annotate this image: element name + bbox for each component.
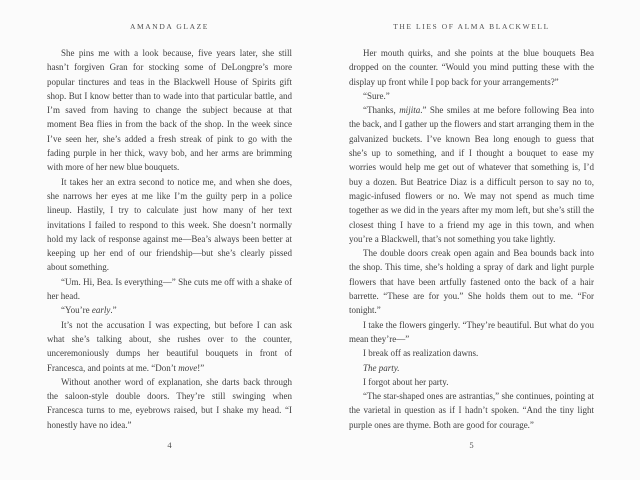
text-run: “Um. Hi, Bea. Is everything—” She cuts me off with a shake of her head.: [47, 276, 292, 302]
text-run: Her mouth quirks, and she points at the blue bouquets Bea dropped on the counter. “Would you mind putting these with the display up front while I pop back for your arrangements?”: [349, 48, 594, 87]
page-right-body-text: [349, 46, 594, 432]
italic-text-run: The party.: [363, 362, 400, 373]
text-run: .” She smiles at me before following Bea into the back, and I gather up the flowers and start arranging them in the galvanized buckets. I’ve known Bea long enough to guess that she’s up to something, and if I thought a bouquet to ease my worries would help me get out of whatever that something is, I’d buy a dozen. But Beatrice Diaz is a difficult person to say no to, magic-infused flowers or no. We may not spend as much time together as we did in the years after my mom left, but she’s still the closest thing I have to a friend my age in this town, and when you’re a Blackwell, that’s not something you take lightly.: [349, 105, 594, 244]
page-number-right: 5: [469, 440, 474, 450]
text-run: “The star-shaped ones are astrantias,” she continues, pointing at the varietal in question as if I hadn’t spoken. “And the tiny light purple ones are thyme. Both are good for courage.”: [349, 391, 594, 430]
paragraph: [349, 361, 594, 375]
paragraph: [47, 46, 292, 175]
paragraph: [349, 103, 594, 246]
paragraph: [349, 246, 594, 317]
paragraph: [349, 318, 594, 347]
page-left-body-text: [47, 46, 292, 432]
paragraph: [349, 375, 594, 389]
running-header-title: THE LIES OF ALMA BLACKWELL: [393, 22, 550, 31]
italic-text-run: mijita: [399, 105, 421, 116]
paragraph: [349, 89, 594, 103]
text-run: It takes her an extra second to notice me, and when she does, she narrows her eyes at me like I’m the guilty perp in a police lineup. Hastily, I try to calculate just how many of her text invitations I failed to respond to this week. She doesn’t normally hold my lack of response against me—Bea’s always been better at keeping up her end of our friendship—but she’s clearly pissed about something.: [47, 176, 292, 273]
paragraph: [47, 375, 292, 432]
paragraph: [47, 175, 292, 275]
paragraph: [47, 303, 292, 317]
text-run: “Thanks,: [363, 105, 400, 116]
paragraph: [349, 389, 594, 432]
text-run: “Sure.”: [363, 90, 390, 101]
page-right: [349, 0, 594, 480]
text-run: It’s not the accusation I was expecting, but before I can ask what she’s talking about, she rushes over to the counter, unceremoniously dumps her beautiful bouquets in front of Francesca, and points at me. “Don’t: [47, 319, 292, 373]
text-run: .”: [110, 305, 117, 316]
text-run: I take the flowers gingerly. “They’re beautiful. But what do you mean they’re—”: [349, 319, 594, 344]
paragraph: [47, 275, 292, 304]
running-header-author: AMANDA GLAZE: [130, 22, 209, 31]
text-run: Without another word of explanation, she darts back through the saloon-style double doors. They’re still swinging when Francesca turns to me, eyebrows raised, but I shake my head. “I honestly have no idea.”: [47, 376, 292, 430]
text-run: She pins me with a look because, five years later, she still hasn’t forgiven Gran for stocking some of DeLongpre’s more popular tinctures and teas in the Blackwell House of Spirits gift shop. But I know better than to wade into that particular battle, and I’m saved from having to change the subject because at that moment Bea flies in from the back of the shop. In the week since I’ve seen her, she’s added a fresh streak of pink to go with the fading purple in her thick, wavy bob, and her arms are brimming with more of her new blue bouquets.: [47, 48, 292, 173]
italic-text-run: early: [91, 305, 111, 316]
italic-text-run: move: [178, 362, 198, 373]
paragraph: [349, 346, 594, 360]
paragraph: [47, 318, 292, 375]
page-left: [47, 0, 292, 480]
page-number-left: 4: [167, 440, 172, 450]
text-run: The double doors creak open again and Bea bounds back into the shop. This time, she’s holding a spray of dark and light purple flowers that have been artfully fastened onto the back of a hair barrette. “These are for you.” She holds them out to me. “For tonight.”: [349, 248, 594, 316]
text-run: I break off as realization dawns.: [363, 348, 479, 359]
text-run: !”: [197, 362, 205, 373]
paragraph: [349, 46, 594, 89]
text-run: I forgot about her party.: [363, 376, 449, 387]
text-run: “You’re: [61, 305, 92, 316]
